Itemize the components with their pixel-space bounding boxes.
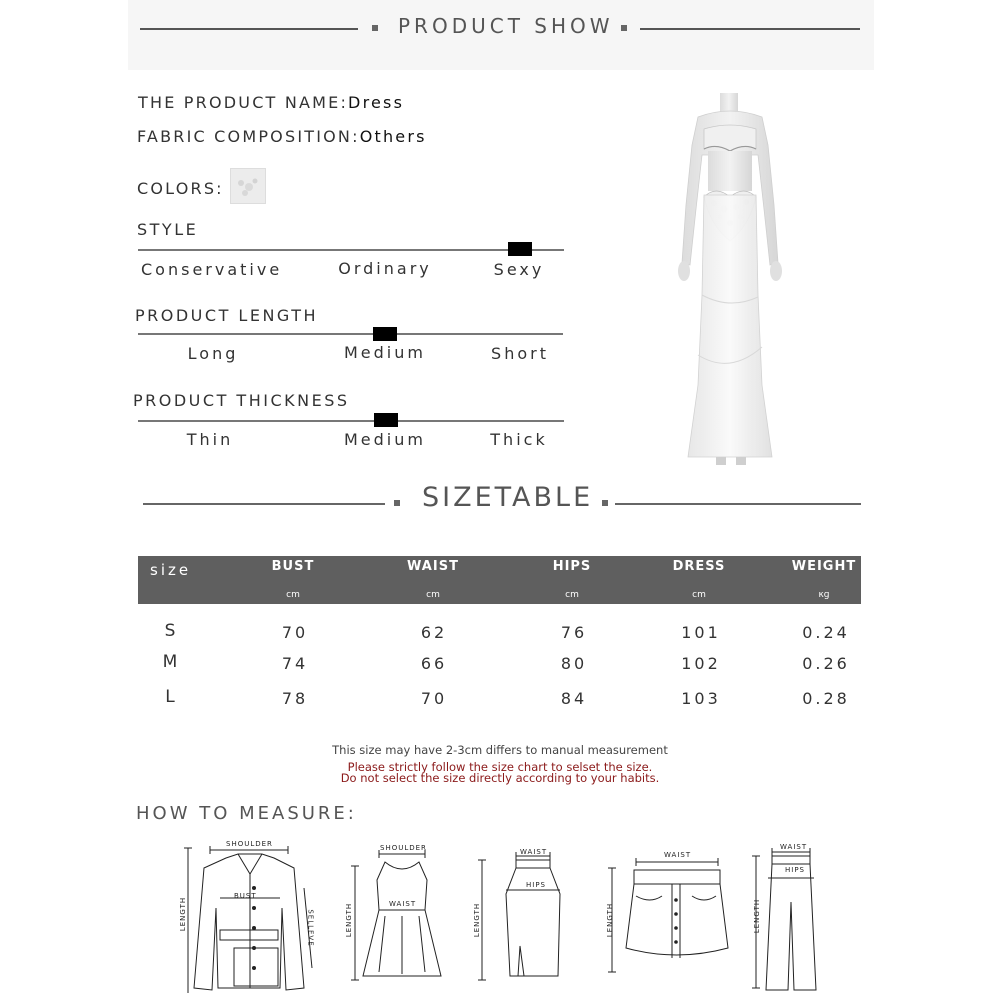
divider bbox=[143, 503, 385, 505]
hips-label: HIPS bbox=[526, 881, 546, 889]
cell-waist: 70 bbox=[420, 689, 448, 708]
product-name bbox=[138, 93, 404, 112]
divider bbox=[640, 28, 860, 30]
length-option-short: Short bbox=[491, 344, 549, 363]
how-to-measure-title: HOW TO MEASURE: bbox=[136, 803, 357, 824]
cell-weight: 0.26 bbox=[802, 654, 850, 673]
length-option-medium: Medium bbox=[344, 343, 426, 362]
row-size: S bbox=[164, 621, 176, 641]
divider-dot bbox=[621, 25, 627, 31]
style-scale-line bbox=[138, 249, 564, 251]
divider-dot bbox=[602, 500, 608, 506]
divider bbox=[140, 28, 358, 30]
bust-unit: cm bbox=[286, 590, 300, 600]
cell-weight: 0.24 bbox=[802, 623, 850, 642]
sizetable-title: SIZETABLE bbox=[422, 482, 594, 513]
thickness-option-thin: Thin bbox=[186, 430, 234, 449]
shorts-diagram bbox=[600, 852, 750, 977]
length-marker bbox=[373, 327, 397, 341]
shoulder-label: SHOULDER bbox=[226, 840, 273, 848]
thickness-option-medium: Medium bbox=[344, 430, 426, 449]
cell-weight: 0.28 bbox=[802, 689, 850, 708]
thickness-option-thick: Thick bbox=[490, 430, 548, 449]
color-swatch-white[interactable] bbox=[230, 168, 266, 204]
length-label: LENGTH bbox=[753, 898, 762, 934]
waist-label: WAIST bbox=[664, 851, 692, 859]
fabric-value: Others bbox=[359, 127, 427, 146]
shoulder-label: SHOULDER bbox=[380, 844, 427, 852]
style-title: STYLE bbox=[137, 220, 199, 239]
length-title: PRODUCT LENGTH bbox=[135, 306, 319, 325]
hips-column-header: HIPS bbox=[552, 559, 592, 574]
row-size: M bbox=[162, 652, 178, 672]
style-option-conservative: Conservative bbox=[141, 260, 283, 279]
row-size: L bbox=[165, 687, 175, 707]
cell-hips: 84 bbox=[560, 689, 588, 708]
length-label: LENGTH bbox=[473, 902, 482, 938]
waist-column-header: WAIST bbox=[407, 559, 459, 574]
thickness-scale-line bbox=[138, 420, 564, 422]
cell-dress: 103 bbox=[681, 689, 721, 708]
weight-unit: κɡ bbox=[818, 590, 830, 600]
waist-label: WAIST bbox=[520, 848, 548, 856]
thickness-marker bbox=[374, 413, 398, 427]
cell-dress: 101 bbox=[681, 623, 721, 642]
cell-waist: 66 bbox=[420, 654, 448, 673]
cell-bust: 74 bbox=[281, 654, 309, 673]
dress-diagram bbox=[345, 850, 445, 985]
length-scale-line bbox=[138, 333, 563, 335]
cell-waist: 62 bbox=[420, 623, 448, 642]
fabric-composition bbox=[137, 127, 427, 146]
pants-diagram bbox=[748, 842, 838, 994]
divider-dot bbox=[372, 25, 378, 31]
style-marker bbox=[508, 242, 532, 256]
cell-hips: 80 bbox=[560, 654, 588, 673]
hips-label: HIPS bbox=[785, 866, 805, 874]
waist-label: WAIST bbox=[780, 843, 808, 851]
divider bbox=[615, 503, 861, 505]
selleve-label: SELLEVE bbox=[306, 909, 315, 947]
page-title: PRODUCT SHOW bbox=[398, 14, 614, 38]
lace-texture-icon bbox=[231, 169, 265, 203]
cell-hips: 76 bbox=[560, 623, 588, 642]
size-warning: Do not select the size directly according to your habits. bbox=[340, 771, 660, 785]
dress-column-header: DRESS bbox=[672, 559, 726, 574]
skirt-diagram bbox=[470, 846, 570, 986]
fabric-label: FABRIC COMPOSITION: bbox=[137, 127, 360, 146]
jacket-diagram bbox=[176, 838, 326, 998]
size-column-header: size bbox=[150, 561, 192, 579]
cell-bust: 70 bbox=[281, 623, 309, 642]
style-option-sexy: Sexy bbox=[493, 260, 545, 279]
divider-dot bbox=[394, 500, 400, 506]
product-name-label: THE PRODUCT NAME: bbox=[138, 93, 349, 112]
bust-label: BUST bbox=[234, 892, 257, 900]
style-option-ordinary: Ordinary bbox=[338, 259, 432, 278]
length-label: LENGTH bbox=[606, 902, 615, 938]
weight-column-header: WEIGHT bbox=[791, 559, 857, 574]
length-label: LENGTH bbox=[179, 896, 188, 932]
colors-label: COLORS: bbox=[137, 179, 224, 198]
cell-dress: 102 bbox=[681, 654, 721, 673]
length-option-long: Long bbox=[187, 344, 239, 363]
product-name-value: Dress bbox=[348, 93, 405, 112]
bust-column-header: BUST bbox=[271, 559, 315, 574]
thickness-title: PRODUCT THICKNESS bbox=[133, 391, 350, 410]
waist-unit: cm bbox=[426, 590, 440, 600]
size-warning: Please strictly follow the size chart to selset the size. bbox=[347, 760, 653, 774]
size-note: This size may have 2-3cm differs to manual measurement bbox=[332, 743, 668, 757]
waist-label: WAIST bbox=[389, 900, 417, 908]
product-photo bbox=[660, 85, 800, 470]
dress-unit: cm bbox=[692, 590, 706, 600]
hips-unit: cm bbox=[565, 590, 579, 600]
cell-bust: 78 bbox=[281, 689, 309, 708]
length-label: LENGTH bbox=[345, 902, 354, 938]
